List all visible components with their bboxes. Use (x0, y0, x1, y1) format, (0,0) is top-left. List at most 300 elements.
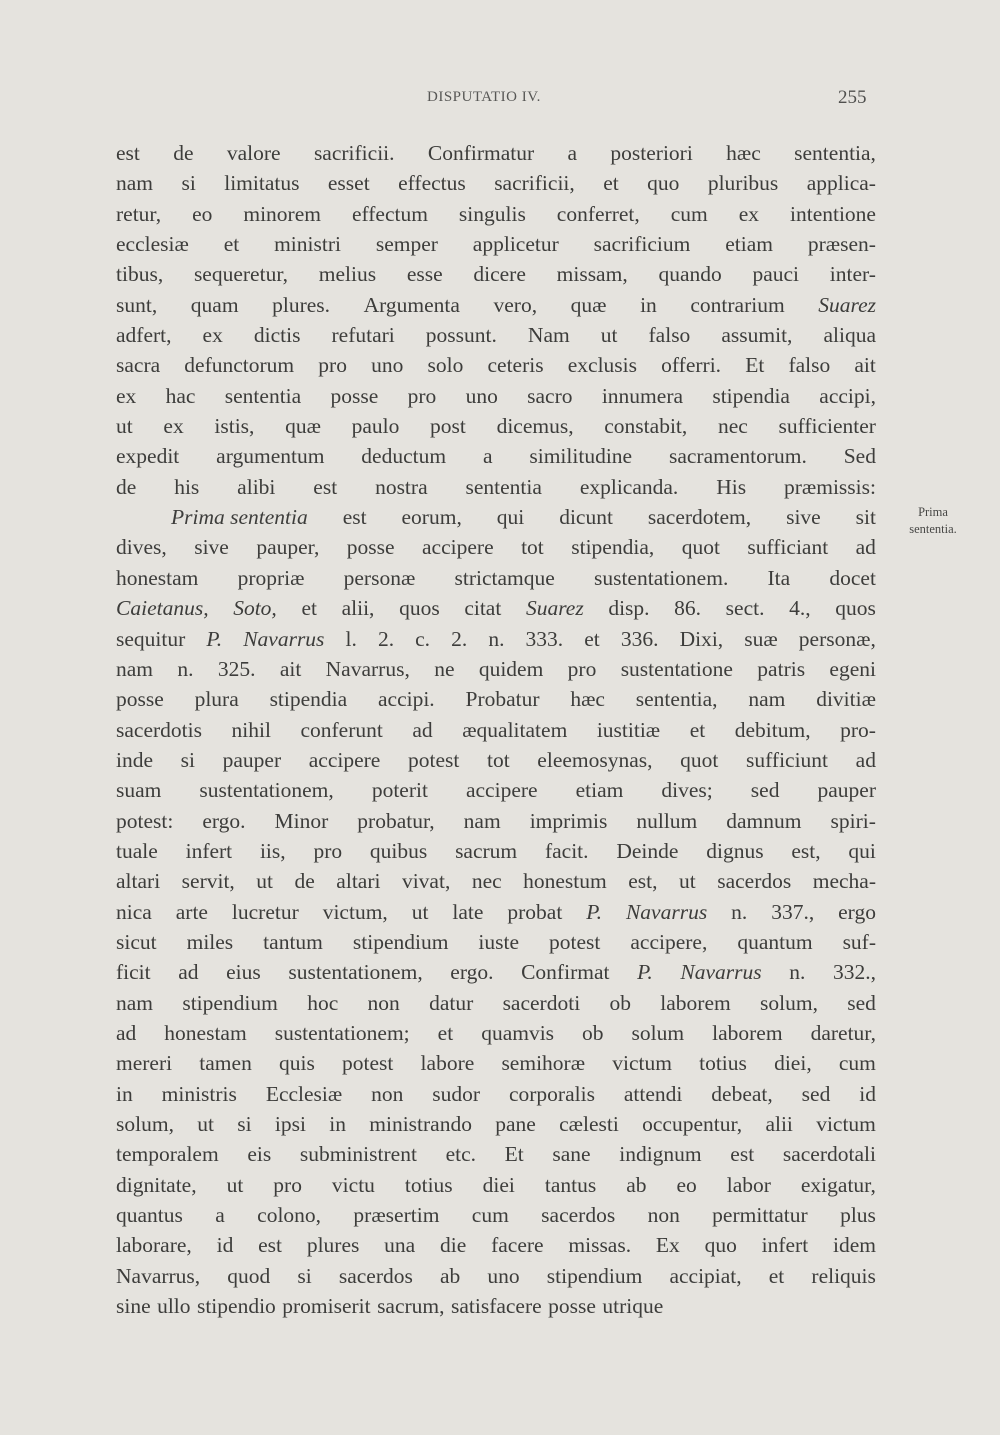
word: et (689, 717, 706, 742)
word: præsertim (353, 1203, 440, 1228)
word: sententia (465, 474, 542, 499)
word: suæ (744, 626, 778, 651)
word: occupentur, (642, 1112, 743, 1136)
word: quo (704, 1233, 737, 1258)
word: stipendium (182, 990, 278, 1015)
word: nam (116, 656, 154, 681)
word: sed (750, 778, 780, 803)
word: dicere (473, 262, 526, 287)
word: in (329, 1112, 346, 1136)
word: eo (192, 201, 213, 226)
word: quamvis (481, 1020, 555, 1045)
word: mecha- (812, 869, 876, 894)
word: falso (788, 353, 831, 378)
word: solum (631, 1020, 685, 1045)
text-line (116, 1109, 876, 1139)
word: vero, (493, 292, 538, 317)
word: His (716, 474, 747, 499)
word: inde (116, 747, 154, 772)
word: innumera (601, 383, 684, 408)
word: ob (609, 990, 631, 1015)
word: servit, (181, 869, 235, 894)
word: ex (738, 201, 760, 226)
marginal-note-line: sententia. (909, 522, 957, 536)
text-line (116, 532, 876, 562)
text-line (116, 1261, 876, 1291)
word: sufficiunt (746, 747, 829, 772)
word: quod (227, 1263, 271, 1288)
word: stipendia (269, 687, 348, 712)
word: probatur, (357, 808, 435, 833)
word: Prima sententia (171, 505, 308, 530)
word: pauper (817, 778, 876, 803)
word: aliqua (823, 323, 876, 348)
word: Probatur (465, 687, 540, 712)
word: Et (504, 1142, 524, 1167)
word: exclusis (567, 353, 638, 378)
word: nostra (375, 474, 428, 499)
word: dictis (253, 323, 301, 348)
word: corporalis (508, 1081, 595, 1106)
word: nullum (636, 808, 698, 833)
text-line (116, 897, 876, 927)
word: personæ (343, 565, 416, 590)
word: reliquis (811, 1263, 876, 1288)
word: 2. (451, 626, 468, 651)
word: sacrificium (593, 232, 691, 257)
word: ceteris (487, 353, 544, 378)
word: sustentationem, (288, 960, 423, 985)
word: adfert, (116, 323, 172, 348)
word: plus (840, 1203, 876, 1228)
word: sacrum (455, 838, 518, 863)
word: sacrificii, (494, 171, 575, 196)
word: accipere (465, 778, 538, 803)
word: ut (226, 1172, 244, 1197)
word: defunctorum (184, 353, 295, 378)
word: solum, (760, 990, 818, 1015)
word: 4., (789, 596, 811, 621)
text-line (116, 168, 876, 198)
word: miles (186, 929, 234, 954)
text-line (116, 1139, 876, 1169)
word: hæc (726, 141, 761, 165)
word: ab (626, 1172, 647, 1197)
word: nam (463, 808, 501, 833)
word: ad (855, 747, 876, 772)
word: ex (163, 414, 184, 439)
word: a (482, 444, 493, 469)
word: falso (648, 323, 691, 348)
word: post (430, 414, 466, 439)
word: eo (676, 1172, 697, 1197)
word: sustentationem, (199, 778, 334, 803)
word: est (258, 1233, 283, 1258)
word: posteriori (610, 141, 693, 165)
word: uno (465, 383, 498, 408)
text-line (116, 927, 876, 957)
word: stipendia (712, 383, 790, 408)
word: Dixi, (679, 626, 724, 651)
word: melius (318, 262, 377, 287)
word: exigatur, (800, 1172, 876, 1197)
word: sed (801, 1081, 831, 1106)
word: dignitate, (116, 1172, 197, 1197)
word: conferret, (556, 201, 640, 226)
word: ipsi (274, 1112, 306, 1136)
word: valore (226, 141, 281, 165)
word: sed (847, 990, 876, 1015)
word: suam (116, 778, 162, 803)
word: ut (197, 1112, 214, 1136)
text-line (116, 775, 876, 805)
word: est, (791, 838, 821, 863)
word: dicemus, (496, 414, 574, 439)
word: ministris (161, 1081, 237, 1106)
word: plures. (272, 292, 331, 317)
word: pro (313, 838, 343, 863)
word: Navarrus (625, 899, 708, 924)
word: P. (586, 899, 603, 924)
body-text (116, 138, 876, 1321)
word: iis, (259, 838, 286, 863)
word: solo (427, 353, 464, 378)
word: intentione (790, 201, 876, 226)
text-line (116, 381, 876, 411)
word: alii (765, 1112, 793, 1136)
text-line (116, 502, 876, 532)
marginal-note-line: Prima (918, 505, 948, 519)
word: est (730, 1142, 755, 1167)
word: quibus (369, 838, 428, 863)
word: ob (582, 1020, 604, 1045)
word: in (116, 1081, 133, 1106)
word: id (859, 1081, 876, 1106)
word: P. (206, 626, 223, 651)
word: altari (116, 869, 161, 894)
word: etiam (575, 778, 624, 803)
word: Suarez (818, 292, 876, 317)
word: c. (415, 626, 431, 651)
word: tot (486, 747, 510, 772)
word: Navarrus (680, 960, 762, 985)
word: Navarrus, (116, 1263, 201, 1288)
word: 337., (771, 899, 815, 924)
text-line (116, 1291, 876, 1321)
word: infert (761, 1233, 809, 1258)
word: personæ, (798, 626, 876, 651)
word: Suarez (525, 596, 584, 621)
word: et (584, 626, 600, 651)
word: 332., (832, 960, 876, 985)
word: victum (816, 1112, 876, 1136)
word: debitum, (734, 717, 811, 742)
word: ergo (838, 899, 876, 924)
word: indignum (619, 1142, 702, 1167)
word: a (215, 1203, 225, 1228)
word: honestam (164, 1020, 247, 1045)
word: accipi. (377, 687, 435, 712)
word: pro (567, 656, 597, 681)
word: imprimis (529, 808, 608, 833)
word: facit. (544, 838, 589, 863)
word: eis (247, 1142, 272, 1167)
word: tamen (199, 1051, 252, 1076)
word: potest (549, 929, 601, 954)
word: est (116, 141, 140, 165)
text-line (116, 1048, 876, 1078)
word: sustentationem. (593, 565, 729, 590)
word: hac (165, 383, 196, 408)
word: nihil (231, 717, 271, 742)
word: l. (345, 626, 357, 651)
word: Confirmat (521, 960, 610, 985)
word: pauper, (256, 535, 320, 560)
word: sacra (116, 353, 161, 378)
word: nec (471, 869, 502, 894)
word: cælesti (559, 1112, 619, 1136)
word: nica (116, 899, 152, 924)
word: late (452, 899, 484, 924)
word: est (313, 474, 338, 499)
word: honestum (523, 869, 607, 894)
word: dignus (706, 838, 764, 863)
word: offerri. (661, 353, 722, 378)
word: ab (440, 1263, 461, 1288)
word: 325. (217, 656, 256, 681)
word: sive (194, 535, 229, 560)
text-line (116, 836, 876, 866)
word: limitatus (224, 171, 300, 196)
word: permittatur (712, 1203, 808, 1228)
word: pauper (222, 747, 282, 772)
word: ergo. (450, 960, 494, 985)
word: sacerdos (338, 1263, 413, 1288)
word: poterit (371, 778, 428, 803)
word: ecclesiæ (116, 232, 189, 257)
word: quos (835, 596, 876, 621)
word: quando (658, 262, 722, 287)
word: ad (412, 717, 433, 742)
word: stipendium (352, 929, 449, 954)
word: n. (789, 960, 806, 985)
word: altari (336, 869, 381, 894)
word: pane (495, 1112, 536, 1136)
word: Ecclesiæ (265, 1081, 343, 1106)
word: etiam (725, 232, 773, 257)
word: esse (406, 262, 443, 287)
word: solum, (116, 1112, 174, 1136)
word: arte (175, 899, 208, 924)
word: posse (330, 383, 379, 408)
word: sacerdotis (116, 717, 202, 742)
word: ex (116, 383, 137, 408)
word: semihoræ (501, 1051, 586, 1076)
word: daretur, (810, 1020, 876, 1045)
word: colono, (257, 1203, 322, 1228)
word: quam (190, 292, 239, 317)
word: citat (464, 596, 502, 621)
word: Et (745, 353, 765, 378)
word: æqualitatem (462, 717, 568, 742)
word: debeat, (711, 1081, 773, 1106)
word: honestam (116, 565, 199, 590)
text-line (116, 411, 876, 441)
word: tantum (263, 929, 323, 954)
word: ne (434, 656, 455, 681)
word: infert (185, 838, 233, 863)
word: conferunt (300, 717, 383, 742)
word: sequeretur, (193, 262, 288, 287)
word: iuste (478, 929, 520, 954)
word: dives, (116, 535, 167, 560)
word: accipere (422, 535, 494, 560)
word: strictamque (454, 565, 555, 590)
word: applica- (806, 171, 876, 196)
word: istis, (214, 414, 255, 439)
word: potest (342, 1051, 394, 1076)
word: non (371, 1081, 404, 1106)
text-line (116, 988, 876, 1018)
word: potest: (116, 808, 174, 833)
word: dives; (661, 778, 713, 803)
word: et (603, 171, 619, 196)
word: ut (600, 323, 618, 348)
word: quo (647, 171, 680, 196)
word: refutari (331, 323, 395, 348)
word: effectum (351, 201, 428, 226)
word: Argumenta (363, 292, 460, 317)
word: a (567, 141, 578, 165)
word: si (237, 1112, 252, 1136)
text-line (116, 866, 876, 896)
word: alibi (237, 474, 276, 499)
text-line (116, 563, 876, 593)
word: sustentationem; (274, 1020, 410, 1045)
word: possunt. (425, 323, 497, 348)
word: satisfacere (450, 1294, 542, 1319)
word: subministrent (299, 1142, 417, 1167)
word: quot (680, 747, 719, 772)
word: iustitiæ (596, 717, 661, 742)
word: pro (407, 383, 437, 408)
word: sacerdoti (502, 990, 581, 1015)
word: est (342, 505, 367, 530)
word: sacerdotali (782, 1142, 876, 1167)
word: patris (757, 656, 806, 681)
word: accipi, (819, 383, 876, 408)
text-line (116, 1170, 876, 1200)
word: victum, (322, 899, 388, 924)
word: sit (855, 505, 876, 530)
word: vivat, (401, 869, 451, 894)
word: accipere, (630, 929, 708, 954)
word: assumit, (721, 323, 793, 348)
text-line (116, 1230, 876, 1260)
word: damnum (726, 808, 802, 833)
word: utrique (602, 1294, 664, 1319)
text-line (116, 624, 876, 654)
word: docet (829, 565, 876, 590)
word: quæ (285, 414, 321, 439)
word: sect. (725, 596, 765, 621)
word: suf- (842, 929, 876, 954)
word: sacrum, (377, 1294, 445, 1319)
word: stipendio (196, 1294, 276, 1319)
word: labor (726, 1172, 771, 1197)
word: ad (116, 1020, 137, 1045)
word: et (768, 1263, 785, 1288)
word: de (294, 869, 315, 894)
word: qui (848, 838, 876, 863)
word: si (297, 1263, 312, 1288)
text-line (116, 320, 876, 350)
word: pro- (840, 717, 876, 742)
word: præsen- (807, 232, 876, 257)
word: plures (306, 1233, 360, 1258)
word: potest (407, 747, 460, 772)
word: constabit, (604, 414, 688, 439)
word: missam, (556, 262, 628, 287)
word: tuale (116, 838, 158, 863)
text-line (116, 1200, 876, 1230)
word: quæ (570, 292, 607, 317)
word: paulo (351, 414, 400, 439)
word: tibus, (116, 262, 164, 287)
word: cum (838, 1051, 876, 1076)
word: Soto, (233, 596, 277, 621)
word: accipere (308, 747, 381, 772)
word: Deinde (616, 838, 679, 863)
word: tantus (544, 1172, 597, 1197)
word: sententia, (794, 141, 876, 165)
word: sacrificii. (313, 141, 395, 165)
text-line (116, 957, 876, 987)
word: nam (748, 687, 786, 712)
word: sunt, (116, 292, 158, 317)
word: 2. (377, 626, 395, 651)
page-number: 255 (838, 87, 867, 108)
word: lucretur (231, 899, 299, 924)
word: ministrando (369, 1112, 472, 1136)
word: posse (116, 687, 164, 712)
word: in (640, 292, 657, 317)
word: quidem (478, 656, 544, 681)
word: præmissis: (783, 474, 876, 499)
word: attendi (623, 1081, 683, 1106)
word: egeni (829, 656, 876, 681)
word: divitiæ (816, 687, 876, 712)
word: de (173, 141, 194, 165)
word: 336. (620, 626, 659, 651)
word: sacerdotem, (647, 505, 752, 530)
word: 333. (525, 626, 564, 651)
running-title: DISPUTATIO IV. (427, 89, 541, 105)
word: nec (717, 414, 748, 439)
text-line (116, 138, 876, 168)
word: explicanda. (579, 474, 679, 499)
word: uno (487, 1263, 520, 1288)
word: ullo (157, 1294, 191, 1319)
word: ex (202, 323, 223, 348)
word: laborem (712, 1020, 783, 1045)
word: spiri- (830, 808, 876, 833)
word: temporalem (116, 1142, 219, 1167)
word: totius (404, 1172, 453, 1197)
marginal-note (893, 504, 973, 538)
word: sudor (432, 1081, 481, 1106)
word: ficit (116, 960, 151, 985)
